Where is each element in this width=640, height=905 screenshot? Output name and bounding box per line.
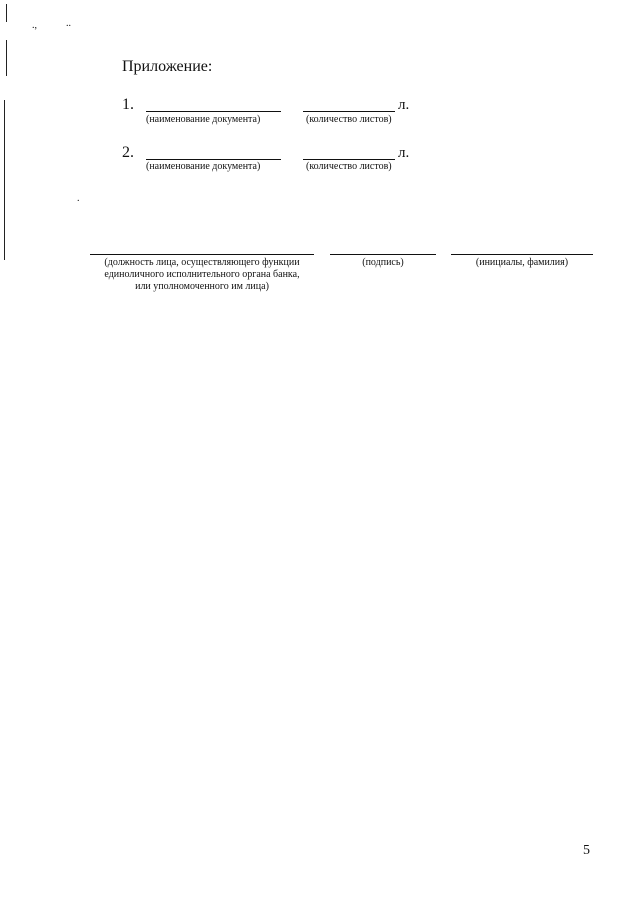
sheets-suffix: л. — [398, 97, 410, 113]
scan-margin-mark — [6, 4, 7, 22]
sheet-count-caption: (количество листов) — [306, 114, 392, 125]
appendix-heading: Приложение: — [122, 58, 213, 75]
sheet-count-line[interactable] — [303, 159, 395, 160]
scan-speck: ., — [32, 20, 37, 31]
scan-speck: . — [77, 193, 80, 204]
sheets-suffix: л. — [398, 145, 410, 161]
name-line[interactable] — [451, 254, 593, 255]
document-name-line[interactable] — [146, 111, 281, 112]
scan-margin-mark — [4, 100, 5, 260]
document-name-line[interactable] — [146, 159, 281, 160]
position-caption-line: или уполномоченного им лица) — [135, 281, 269, 292]
attachment-number: 1. — [122, 96, 134, 113]
signature-line[interactable] — [330, 254, 436, 255]
signature-caption: (подпись) — [362, 257, 404, 268]
scan-speck: .. — [66, 18, 71, 29]
position-caption — [90, 257, 314, 293]
attachment-number: 2. — [122, 144, 134, 161]
scan-margin-mark — [6, 40, 7, 76]
page-number: 5 — [583, 843, 590, 858]
sheet-count-caption: (количество листов) — [306, 161, 392, 172]
document-name-caption: (наименование документа) — [146, 161, 261, 172]
sheet-count-line[interactable] — [303, 111, 395, 112]
position-caption-line: единоличного исполнительного органа банка, — [104, 269, 300, 280]
position-line[interactable] — [90, 254, 314, 255]
name-caption: (инициалы, фамилия) — [475, 257, 569, 268]
position-caption-line: (должность лица, осуществляющего функции — [104, 257, 300, 268]
document-name-caption: (наименование документа) — [146, 114, 261, 125]
